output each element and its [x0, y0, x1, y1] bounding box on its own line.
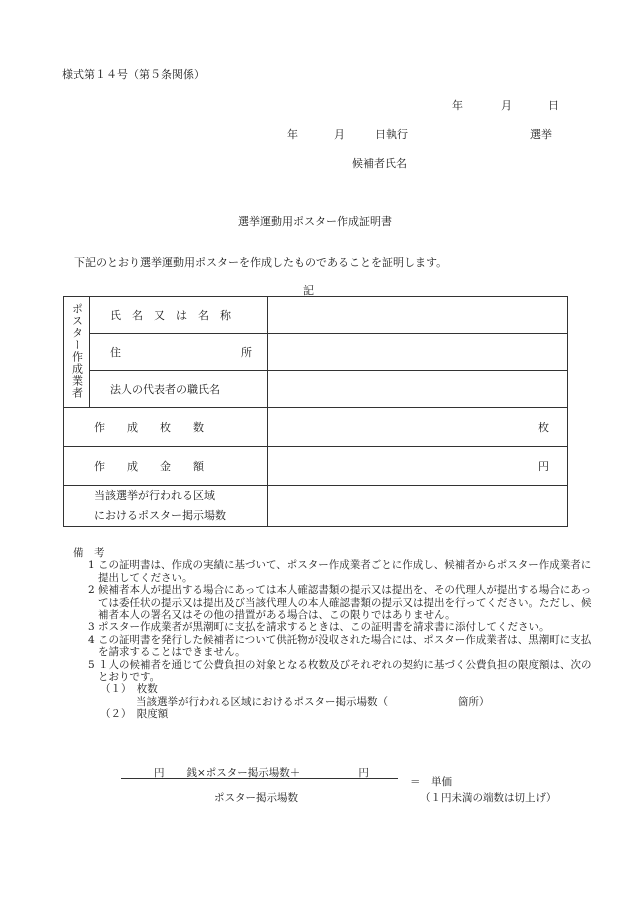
address-label	[90, 334, 268, 371]
date-day: 日	[548, 99, 559, 112]
exec-month: 月	[334, 128, 345, 141]
table-row	[64, 371, 568, 408]
document-title: 選挙運動用ポスター作成証明書	[238, 215, 392, 228]
date-month: 月	[501, 99, 512, 112]
table-row	[64, 447, 568, 486]
sub-count-text: 当該選挙が行われる区域におけるポスター掲示場数（	[136, 695, 388, 708]
formula-yen-b: 円	[358, 767, 369, 779]
certificate-table	[63, 296, 568, 527]
fraction-line	[121, 778, 398, 779]
count-label: 作 成 枚 数	[64, 408, 268, 447]
issue-date	[452, 97, 559, 113]
candidate-name-label: 候補者氏名	[352, 157, 407, 170]
board-count-value[interactable]	[268, 486, 568, 527]
execution-date	[287, 126, 408, 142]
lead-statement: 下記のとおり選挙運動用ポスターを作成したものであることを証明します。	[74, 256, 448, 269]
remark-number: 4	[88, 633, 95, 646]
poster-maker-label: ポスター作成業者	[70, 302, 84, 399]
table-row	[64, 334, 568, 371]
remark-number: 3	[88, 621, 95, 634]
sub-count-heading: （１） 枚数	[100, 683, 158, 696]
remark-text: この証明書は、作成の実績に基づいて、ポスター作成業者ごとに作成し、候補者からポスター作成業者に提出してください。	[98, 559, 592, 584]
remark-text: １人の候補者を通じて公費負担の対象となる枚数及びそれぞれの契約に基づく公費負担の限度額は、次のとおりです。	[98, 658, 592, 684]
ki-marker: 記	[303, 284, 314, 297]
board-count-label-line1: 当該選挙が行われる区域	[94, 489, 215, 502]
formula-sen: 銭×ポスター掲示場数＋	[186, 767, 301, 779]
remark-number: 1	[88, 559, 95, 572]
amount-label: 作 成 金 額	[64, 447, 268, 486]
board-count-label	[64, 486, 268, 527]
count-unit: 枚	[538, 421, 549, 434]
exec-day: 日執行	[375, 128, 408, 141]
remark-text: ポスター作成業者が黒潮町に支払を請求するときは、この証明書を請求書に添付してください。	[98, 621, 550, 634]
formula-rounding-note: （１円未満の端数は切上げ）	[420, 792, 557, 804]
name-label: 氏 名 又 は 名 称	[90, 297, 268, 334]
formula-denominator: ポスター掲示場数	[214, 792, 298, 804]
sub-count-detail	[70, 696, 595, 708]
address-label-b: 所	[241, 346, 252, 359]
representative-label: 法人の代表者の職氏名	[90, 371, 268, 408]
remark-5	[70, 659, 595, 684]
sub-limit-heading: （２） 限度額	[100, 708, 169, 721]
election-name: 選挙	[530, 128, 552, 141]
remark-number: 5	[88, 658, 95, 671]
amount-unit: 円	[538, 460, 549, 473]
remarks-heading: 備 考	[73, 547, 105, 559]
poster-maker-group	[64, 297, 90, 408]
remark-text: 候補者本人が提出する場合にあっては本人確認書類の提示又は提出を、その代理人が提出する場合にあっては委任状の提示又は提出及び当該代理人の本人確認書類の提示又は提出を行ってください。ただし、候補者本人の署名又はその他の措置がある場合は、この限りではありません。	[98, 584, 592, 622]
remark-1	[70, 559, 595, 584]
formula-equals: ＝ 単価	[410, 776, 452, 788]
remarks-section	[70, 547, 595, 721]
table-row	[64, 486, 568, 527]
table-row	[64, 408, 568, 447]
board-count-label-line2: におけるポスター掲示場数	[94, 509, 226, 522]
remark-2	[70, 584, 595, 621]
table-row	[64, 297, 568, 334]
address-label-a: 住	[110, 346, 121, 359]
date-year: 年	[452, 99, 463, 112]
exec-year: 年	[287, 128, 298, 141]
amount-value[interactable]	[268, 447, 568, 486]
representative-value[interactable]	[268, 371, 568, 408]
remark-3	[70, 621, 595, 633]
remark-4	[70, 634, 595, 659]
form-number: 様式第１４号（第５条関係）	[62, 68, 205, 81]
remark-text: この証明書を発行した候補者について供託物が没収された場合には、ポスター作成業者は、黒潮町に支払を請求することはできません。	[98, 633, 592, 659]
count-value[interactable]	[268, 408, 568, 447]
sub-count-end: 箇所）	[458, 695, 490, 708]
address-value[interactable]	[268, 334, 568, 371]
remark-number: 2	[88, 584, 95, 597]
formula-yen-a: 円	[154, 767, 165, 779]
name-value[interactable]	[268, 297, 568, 334]
